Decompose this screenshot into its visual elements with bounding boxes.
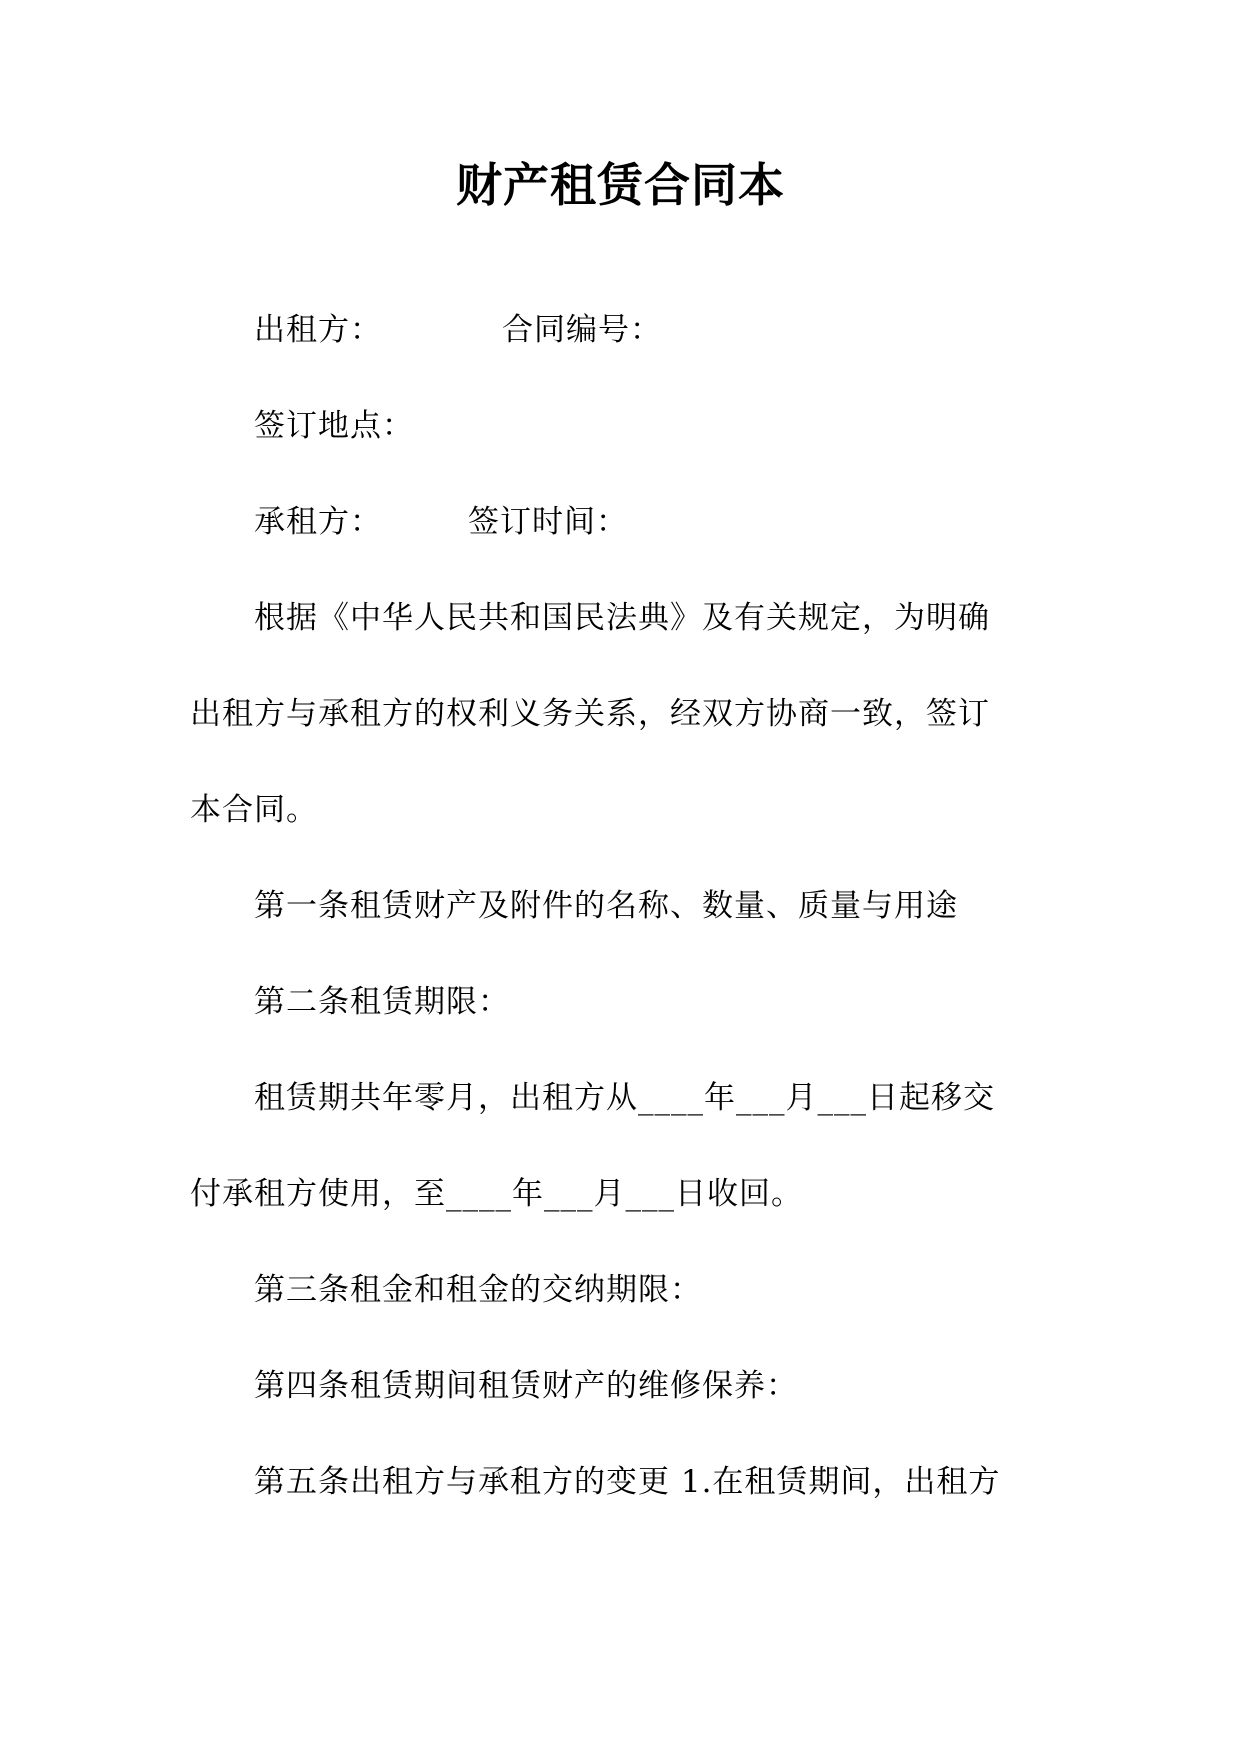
paragraph-line: 本合同。 — [190, 792, 318, 828]
lessor-label: 出租方： — [254, 312, 382, 348]
contract-no-label: 合同编号： — [502, 312, 662, 348]
document-title: 财产租赁合同本 — [456, 158, 785, 212]
article-2: 第二条租赁期限： — [254, 984, 510, 1020]
term-line-1: 租赁期共年零月，出租方从____年___月___日起移交 — [254, 1080, 995, 1116]
article-3: 第三条租金和租金的交纳期限： — [254, 1272, 702, 1308]
paragraph-line: 出租方与承租方的权利义务关系，经双方协商一致，签订 — [190, 696, 990, 732]
term-line-2: 付承租方使用，至____年___月___日收回。 — [190, 1176, 803, 1212]
article-1: 第一条租赁财产及附件的名称、数量、质量与用途 — [254, 888, 958, 924]
header-row-lessor — [254, 310, 662, 350]
sign-time-label: 签订时间： — [468, 504, 628, 540]
paragraph-line: 根据《中华人民共和国民法典》及有关规定，为明确 — [254, 600, 990, 636]
sign-place-label: 签订地点： — [254, 408, 414, 444]
header-row-lessee — [254, 502, 628, 542]
lessee-label: 承租方： — [254, 504, 382, 540]
article-4: 第四条租赁期间租赁财产的维修保养： — [254, 1368, 798, 1404]
article-5: 第五条出租方与承租方的变更 1.在租赁期间，出租方 — [254, 1464, 1001, 1500]
